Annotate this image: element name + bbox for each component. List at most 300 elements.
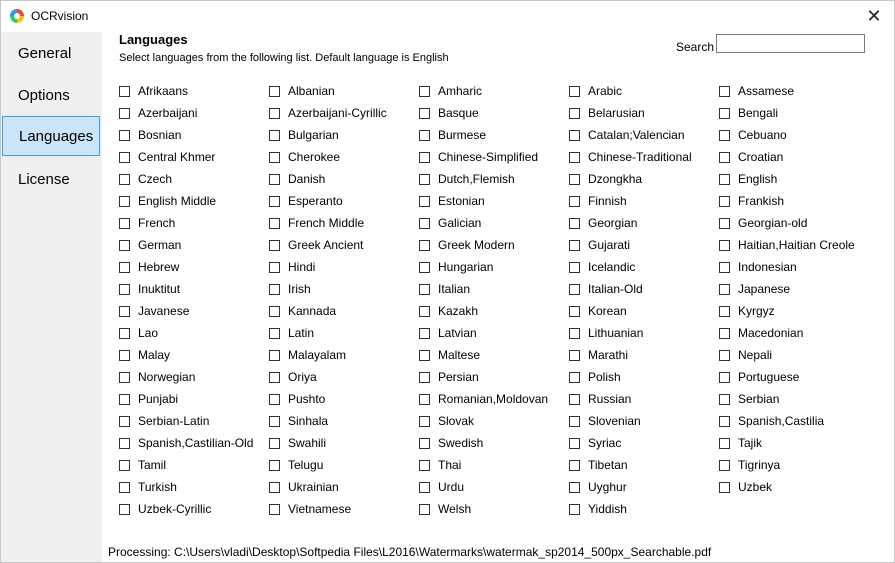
language-label: Telugu	[288, 458, 324, 472]
checkbox[interactable]	[119, 306, 130, 317]
language-option[interactable]	[119, 278, 269, 300]
language-option[interactable]	[419, 168, 569, 190]
language-option[interactable]	[119, 168, 269, 190]
checkbox[interactable]	[269, 438, 280, 449]
language-label: Czech	[138, 172, 173, 186]
checkbox[interactable]	[269, 394, 280, 405]
checkbox[interactable]	[569, 504, 580, 515]
language-option[interactable]	[569, 322, 719, 344]
language-label: Amharic	[438, 84, 483, 98]
language-option[interactable]	[719, 344, 869, 366]
language-option[interactable]	[119, 476, 269, 498]
language-option[interactable]	[719, 102, 869, 124]
language-label: Spanish,Castilian-Old	[138, 436, 254, 450]
sidebar-item-general[interactable]	[2, 33, 100, 73]
language-option[interactable]	[269, 498, 419, 520]
checkbox[interactable]	[419, 240, 430, 251]
language-label: Uyghur	[588, 480, 627, 494]
language-option[interactable]	[569, 300, 719, 322]
language-label: Frankish	[738, 194, 785, 208]
checkbox[interactable]	[119, 372, 130, 383]
language-option[interactable]	[119, 432, 269, 454]
language-label: Norwegian	[138, 370, 196, 384]
language-option[interactable]	[419, 410, 569, 432]
language-label: Hungarian	[438, 260, 494, 274]
language-label: Serbian-Latin	[138, 414, 210, 428]
language-option[interactable]	[419, 432, 569, 454]
language-label: English Middle	[138, 194, 217, 208]
language-option[interactable]	[569, 498, 719, 520]
language-option[interactable]	[119, 410, 269, 432]
language-label: Chinese-Simplified	[438, 150, 539, 164]
checkbox[interactable]	[269, 328, 280, 339]
checkbox[interactable]	[719, 328, 730, 339]
language-label: French	[138, 216, 176, 230]
language-option[interactable]	[269, 432, 419, 454]
language-option[interactable]	[569, 102, 719, 124]
language-label: Japanese	[738, 282, 791, 296]
language-label: Dzongkha	[588, 172, 643, 186]
language-label: Ukrainian	[288, 480, 339, 494]
checkbox[interactable]	[719, 196, 730, 207]
language-label: Spanish,Castilia	[738, 414, 825, 428]
language-option[interactable]	[119, 498, 269, 520]
language-label: Tamil	[138, 458, 167, 472]
checkbox[interactable]	[719, 350, 730, 361]
language-option[interactable]	[419, 256, 569, 278]
language-label: Maltese	[438, 348, 481, 362]
language-label: Central Khmer	[138, 150, 216, 164]
checkbox[interactable]	[269, 218, 280, 229]
language-label: Uzbek	[738, 480, 773, 494]
language-option[interactable]	[719, 432, 869, 454]
checkbox[interactable]	[419, 306, 430, 317]
language-option[interactable]	[419, 80, 569, 102]
checkbox[interactable]	[119, 284, 130, 295]
language-label: Chinese-Traditional	[588, 150, 692, 164]
checkbox[interactable]	[719, 460, 730, 471]
language-label: English	[738, 172, 778, 186]
language-label: Korean	[588, 304, 627, 318]
language-option[interactable]	[269, 300, 419, 322]
language-label: Croatian	[738, 150, 784, 164]
language-option[interactable]	[119, 234, 269, 256]
language-option[interactable]	[719, 124, 869, 146]
checkbox[interactable]	[719, 174, 730, 185]
checkbox[interactable]	[419, 130, 430, 141]
language-label: Nepali	[738, 348, 773, 362]
language-label: Indonesian	[738, 260, 797, 274]
language-label: Punjabi	[138, 392, 179, 406]
language-option[interactable]	[419, 300, 569, 322]
language-label: Javanese	[138, 304, 190, 318]
language-option[interactable]	[569, 278, 719, 300]
language-label: Galician	[438, 216, 482, 230]
language-option[interactable]	[569, 476, 719, 498]
checkbox[interactable]	[119, 482, 130, 493]
language-option[interactable]	[569, 234, 719, 256]
language-option[interactable]	[269, 190, 419, 212]
language-option[interactable]	[269, 388, 419, 410]
language-label: Burmese	[438, 128, 487, 142]
checkbox[interactable]	[719, 438, 730, 449]
checkbox[interactable]	[719, 130, 730, 141]
checkbox[interactable]	[269, 482, 280, 493]
language-label: Tajik	[738, 436, 763, 450]
language-label: Basque	[438, 106, 479, 120]
language-option[interactable]	[269, 278, 419, 300]
language-option[interactable]	[569, 190, 719, 212]
checkbox[interactable]	[119, 196, 130, 207]
language-option[interactable]	[119, 322, 269, 344]
checkbox[interactable]	[569, 86, 580, 97]
language-label: Afrikaans	[138, 84, 189, 98]
language-label: Oriya	[288, 370, 317, 384]
language-label: Slovenian	[588, 414, 641, 428]
language-option[interactable]	[569, 146, 719, 168]
language-label: Polish	[588, 370, 621, 384]
language-option[interactable]	[269, 168, 419, 190]
checkbox[interactable]	[569, 350, 580, 361]
checkbox[interactable]	[569, 130, 580, 141]
title-bar	[1, 1, 894, 31]
checkbox[interactable]	[419, 504, 430, 515]
language-label: Greek Modern	[438, 238, 515, 252]
language-option[interactable]	[719, 80, 869, 102]
main-panel	[102, 32, 894, 562]
checkbox[interactable]	[119, 460, 130, 471]
language-label: Welsh	[438, 502, 472, 516]
checkbox[interactable]	[419, 482, 430, 493]
language-option[interactable]	[269, 80, 419, 102]
checkbox[interactable]	[119, 394, 130, 405]
language-option[interactable]	[569, 124, 719, 146]
language-option[interactable]	[119, 344, 269, 366]
checkbox[interactable]	[419, 196, 430, 207]
checkbox[interactable]	[569, 262, 580, 273]
sidebar-item-languages[interactable]	[2, 116, 100, 156]
checkbox[interactable]	[269, 152, 280, 163]
sidebar-item-label: Options	[18, 86, 70, 104]
checkbox[interactable]	[419, 460, 430, 471]
checkbox[interactable]	[119, 328, 130, 339]
language-option[interactable]	[569, 432, 719, 454]
checkbox[interactable]	[419, 372, 430, 383]
language-option[interactable]	[569, 454, 719, 476]
language-option[interactable]	[569, 80, 719, 102]
language-label: Icelandic	[588, 260, 636, 274]
language-label: Syriac	[588, 436, 622, 450]
checkbox[interactable]	[569, 372, 580, 383]
checkbox[interactable]	[569, 328, 580, 339]
checkbox[interactable]	[269, 416, 280, 427]
checkbox[interactable]	[419, 174, 430, 185]
checkbox[interactable]	[719, 394, 730, 405]
language-label: Inuktitut	[138, 282, 181, 296]
checkbox[interactable]	[569, 218, 580, 229]
checkbox[interactable]	[719, 218, 730, 229]
language-option[interactable]	[569, 366, 719, 388]
language-label: Tigrinya	[738, 458, 781, 472]
sidebar-item-label: License	[18, 170, 70, 188]
language-option[interactable]	[569, 212, 719, 234]
language-option[interactable]	[419, 102, 569, 124]
language-label: Cherokee	[288, 150, 341, 164]
language-option[interactable]	[719, 190, 869, 212]
checkbox[interactable]	[569, 174, 580, 185]
checkbox[interactable]	[419, 416, 430, 427]
language-option[interactable]	[269, 212, 419, 234]
language-label: Haitian,Haitian Creole	[738, 238, 855, 252]
checkbox[interactable]	[419, 328, 430, 339]
checkbox[interactable]	[119, 218, 130, 229]
checkbox[interactable]	[269, 86, 280, 97]
checkbox[interactable]	[119, 262, 130, 273]
checkbox[interactable]	[569, 152, 580, 163]
language-label: Swedish	[438, 436, 484, 450]
checkbox[interactable]	[119, 240, 130, 251]
language-option[interactable]	[719, 366, 869, 388]
language-option[interactable]	[269, 124, 419, 146]
language-label: Serbian	[738, 392, 780, 406]
language-option[interactable]	[419, 366, 569, 388]
checkbox[interactable]	[569, 416, 580, 427]
checkbox[interactable]	[269, 108, 280, 119]
checkbox[interactable]	[569, 108, 580, 119]
language-option[interactable]	[719, 300, 869, 322]
language-option[interactable]	[719, 212, 869, 234]
language-label: German	[138, 238, 182, 252]
language-label: Macedonian	[738, 326, 804, 340]
language-option[interactable]	[719, 256, 869, 278]
language-label: Tibetan	[588, 458, 628, 472]
checkbox[interactable]	[269, 284, 280, 295]
language-label: Turkish	[138, 480, 177, 494]
language-label: Hebrew	[138, 260, 180, 274]
language-label: Marathi	[588, 348, 629, 362]
checkbox[interactable]	[719, 240, 730, 251]
checkbox[interactable]	[419, 152, 430, 163]
language-option[interactable]	[719, 322, 869, 344]
language-option[interactable]	[269, 146, 419, 168]
language-option[interactable]	[269, 344, 419, 366]
language-option[interactable]	[269, 366, 419, 388]
checkbox[interactable]	[719, 284, 730, 295]
checkbox[interactable]	[269, 504, 280, 515]
language-option[interactable]	[419, 344, 569, 366]
language-option[interactable]	[419, 476, 569, 498]
checkbox[interactable]	[269, 196, 280, 207]
language-option[interactable]	[119, 146, 269, 168]
checkbox[interactable]	[419, 284, 430, 295]
language-label: Arabic	[588, 84, 623, 98]
language-label: Vietnamese	[288, 502, 352, 516]
close-button[interactable]: ✕	[866, 5, 882, 26]
sidebar-item-options[interactable]	[2, 75, 100, 115]
language-option[interactable]	[119, 212, 269, 234]
language-option[interactable]	[269, 102, 419, 124]
language-option[interactable]	[419, 212, 569, 234]
language-option[interactable]	[569, 256, 719, 278]
language-list	[119, 80, 879, 520]
checkbox[interactable]	[569, 284, 580, 295]
checkbox[interactable]	[569, 460, 580, 471]
checkbox[interactable]	[419, 218, 430, 229]
checkbox[interactable]	[719, 86, 730, 97]
checkbox[interactable]	[119, 504, 130, 515]
language-option[interactable]	[119, 124, 269, 146]
language-label: Belarusian	[588, 106, 645, 120]
language-option[interactable]	[419, 322, 569, 344]
language-label: Portuguese	[738, 370, 800, 384]
checkbox[interactable]	[419, 262, 430, 273]
checkbox[interactable]	[569, 394, 580, 405]
language-label: Danish	[288, 172, 326, 186]
checkbox[interactable]	[269, 130, 280, 141]
language-option[interactable]	[719, 146, 869, 168]
checkbox[interactable]	[119, 174, 130, 185]
language-label: Thai	[438, 458, 462, 472]
checkbox[interactable]	[569, 240, 580, 251]
language-option[interactable]	[269, 234, 419, 256]
language-option[interactable]	[719, 476, 869, 498]
language-option[interactable]	[119, 190, 269, 212]
language-label: Pushto	[288, 392, 326, 406]
checkbox[interactable]	[419, 108, 430, 119]
checkbox[interactable]	[269, 306, 280, 317]
language-option[interactable]	[719, 278, 869, 300]
sidebar-item-label: General	[18, 44, 72, 62]
language-option[interactable]	[419, 146, 569, 168]
language-option[interactable]	[719, 168, 869, 190]
language-option[interactable]	[719, 388, 869, 410]
status-text: Processing: C:\Users\vladi\Desktop\Softpedia Files\L2016\Watermarks\watermak_sp2014_500px_Searchable.pdf	[108, 545, 712, 559]
language-label: Georgian-old	[738, 216, 808, 230]
checkbox[interactable]	[569, 438, 580, 449]
language-option[interactable]	[119, 366, 269, 388]
language-option[interactable]	[419, 498, 569, 520]
language-label: Finnish	[588, 194, 627, 208]
language-option[interactable]	[569, 344, 719, 366]
language-label: Kannada	[288, 304, 337, 318]
language-option[interactable]	[119, 256, 269, 278]
language-option[interactable]	[269, 322, 419, 344]
language-label: Uzbek-Cyrillic	[138, 502, 212, 516]
language-option[interactable]	[119, 388, 269, 410]
checkbox[interactable]	[119, 416, 130, 427]
language-label: Esperanto	[288, 194, 343, 208]
language-label: Azerbaijani-Cyrillic	[288, 106, 387, 120]
language-label: Catalan;Valencian	[588, 128, 685, 142]
language-label: Italian-Old	[588, 282, 643, 296]
language-label: Malay	[138, 348, 171, 362]
language-option[interactable]	[269, 476, 419, 498]
checkbox[interactable]	[419, 350, 430, 361]
language-option[interactable]	[119, 80, 269, 102]
checkbox[interactable]	[269, 262, 280, 273]
language-label: Lao	[138, 326, 159, 340]
language-label: Estonian	[438, 194, 485, 208]
language-label: Albanian	[288, 84, 335, 98]
checkbox[interactable]	[719, 108, 730, 119]
checkbox[interactable]	[119, 86, 130, 97]
checkbox[interactable]	[119, 438, 130, 449]
language-option[interactable]	[419, 234, 569, 256]
language-label: Dutch,Flemish	[438, 172, 515, 186]
checkbox[interactable]	[119, 152, 130, 163]
language-label: Lithuanian	[588, 326, 644, 340]
page-title: Languages	[119, 32, 188, 47]
search-input[interactable]	[716, 34, 865, 53]
checkbox[interactable]	[269, 350, 280, 361]
language-option[interactable]	[269, 410, 419, 432]
language-option[interactable]	[419, 278, 569, 300]
language-label: Kazakh	[438, 304, 479, 318]
checkbox[interactable]	[419, 394, 430, 405]
checkbox[interactable]	[119, 350, 130, 361]
language-label: Malayalam	[288, 348, 347, 362]
language-label: Georgian	[588, 216, 638, 230]
language-option[interactable]	[719, 410, 869, 432]
checkbox[interactable]	[719, 152, 730, 163]
language-label: Bengali	[738, 106, 779, 120]
language-option[interactable]	[719, 454, 869, 476]
checkbox[interactable]	[419, 438, 430, 449]
checkbox[interactable]	[419, 86, 430, 97]
checkbox[interactable]	[719, 482, 730, 493]
language-option[interactable]	[419, 388, 569, 410]
language-option[interactable]	[419, 190, 569, 212]
language-option[interactable]	[119, 454, 269, 476]
language-option[interactable]	[569, 168, 719, 190]
checkbox[interactable]	[269, 460, 280, 471]
checkbox[interactable]	[269, 372, 280, 383]
language-option[interactable]	[119, 102, 269, 124]
language-option[interactable]	[569, 410, 719, 432]
checkbox[interactable]	[569, 196, 580, 207]
checkbox[interactable]	[719, 262, 730, 273]
app-logo-icon	[10, 9, 24, 23]
language-option[interactable]	[119, 300, 269, 322]
language-label: Persian	[438, 370, 479, 384]
language-option[interactable]	[419, 454, 569, 476]
language-option[interactable]	[419, 124, 569, 146]
checkbox[interactable]	[119, 108, 130, 119]
checkbox[interactable]	[269, 240, 280, 251]
language-label: Bosnian	[138, 128, 182, 142]
language-label: French Middle	[288, 216, 365, 230]
language-option[interactable]	[269, 454, 419, 476]
checkbox[interactable]	[569, 306, 580, 317]
language-label: Irish	[288, 282, 311, 296]
sidebar-item-license[interactable]	[2, 159, 100, 199]
language-option[interactable]	[719, 234, 869, 256]
search-label: Search	[676, 40, 715, 54]
checkbox[interactable]	[569, 482, 580, 493]
checkbox[interactable]	[119, 130, 130, 141]
checkbox[interactable]	[269, 174, 280, 185]
page-description: Select languages from the following list. Default language is English	[119, 52, 449, 64]
checkbox[interactable]	[719, 306, 730, 317]
language-label: Kyrgyz	[738, 304, 775, 318]
sidebar-item-label: Languages	[19, 127, 94, 145]
checkbox[interactable]	[719, 416, 730, 427]
language-label: Swahili	[288, 436, 327, 450]
language-option[interactable]	[269, 256, 419, 278]
language-label: Assamese	[738, 84, 795, 98]
checkbox[interactable]	[719, 372, 730, 383]
language-option[interactable]	[569, 388, 719, 410]
